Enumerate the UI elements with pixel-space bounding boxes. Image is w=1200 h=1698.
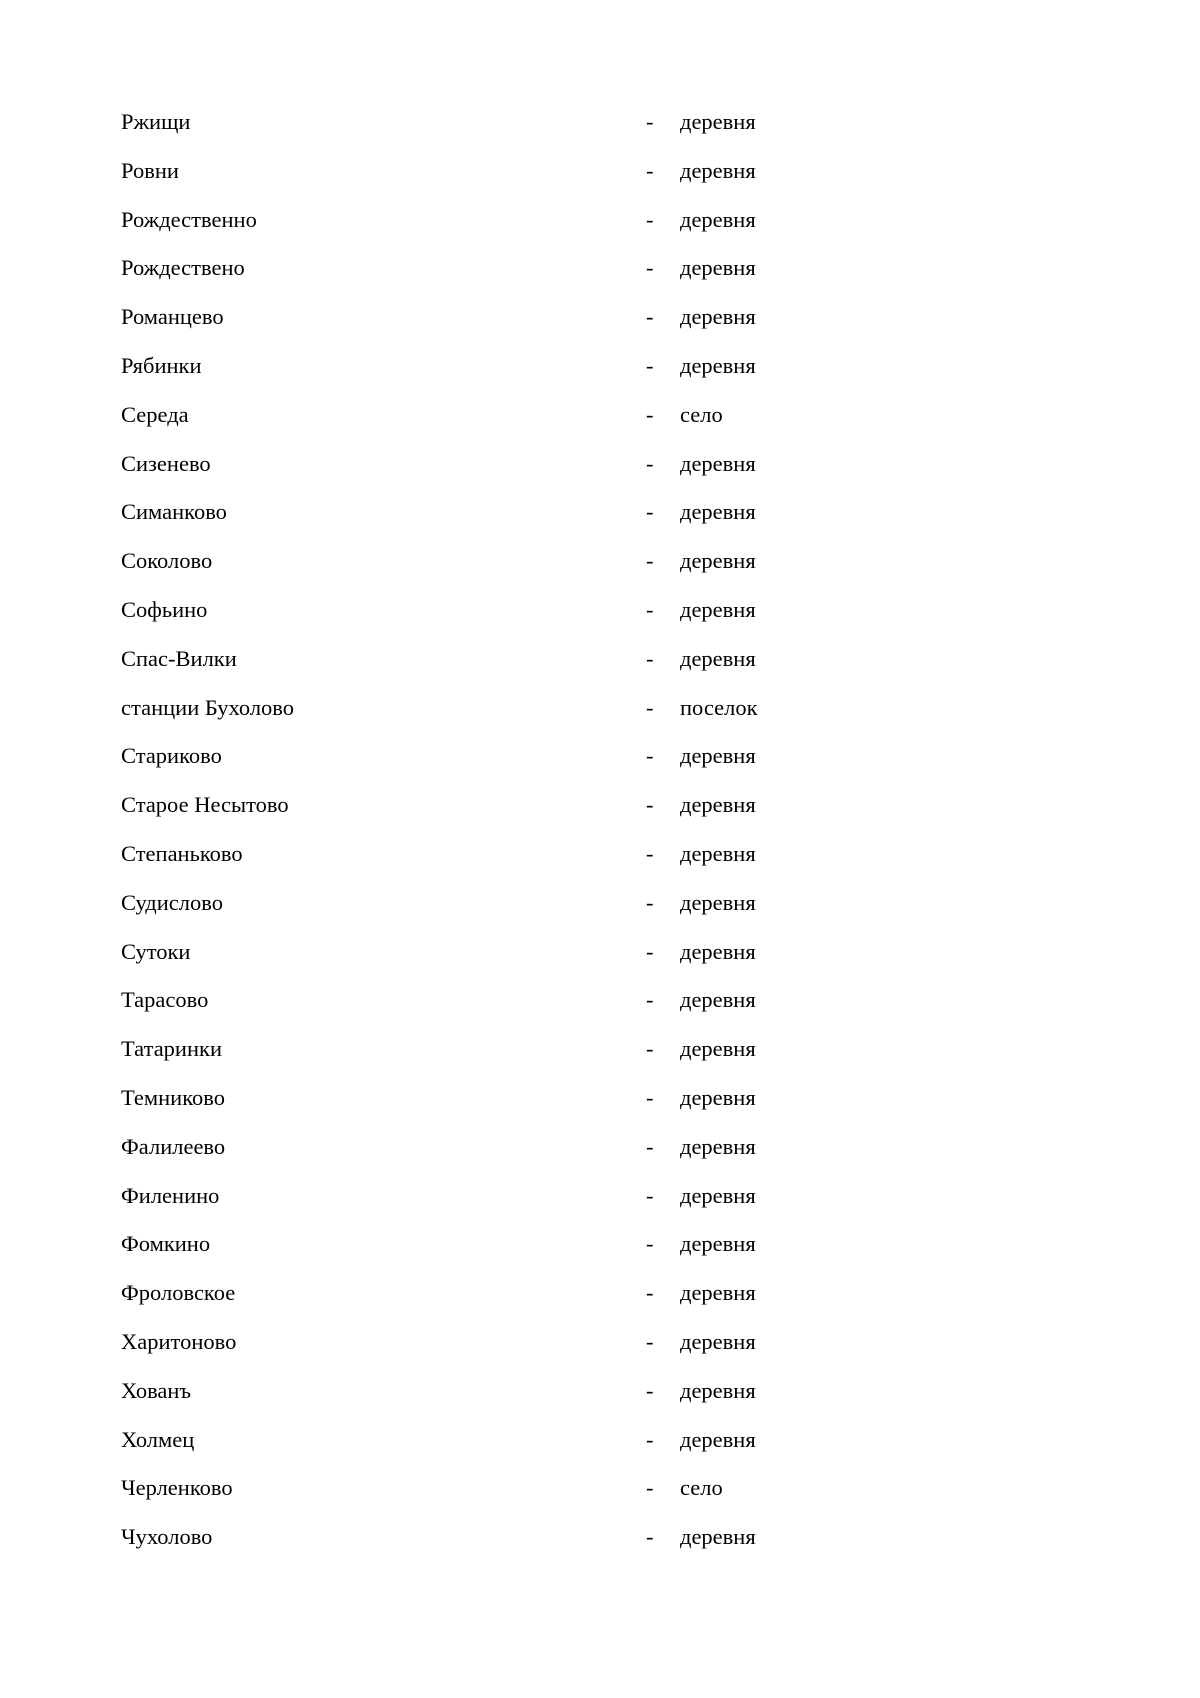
list-item <box>121 402 921 451</box>
settlement-type: деревня <box>680 1524 756 1550</box>
separator-dash: - <box>646 694 654 720</box>
settlement-type: деревня <box>680 743 756 769</box>
settlement-type: поселок <box>680 694 758 720</box>
settlement-type: деревня <box>680 157 756 183</box>
separator-dash: - <box>646 938 654 964</box>
settlement-name: Татаринки <box>121 1036 222 1062</box>
settlement-name: Симанково <box>121 499 227 525</box>
list-item <box>121 597 921 646</box>
separator-dash: - <box>646 1524 654 1550</box>
settlement-type: деревня <box>680 889 756 915</box>
settlement-type: деревня <box>680 499 756 525</box>
list-item <box>121 890 921 939</box>
list-item <box>121 1378 921 1427</box>
separator-dash: - <box>646 304 654 330</box>
settlement-type: деревня <box>680 352 756 378</box>
separator-dash: - <box>646 1426 654 1452</box>
separator-dash: - <box>646 792 654 818</box>
settlement-name: Степаньково <box>121 840 243 866</box>
list-item <box>121 158 921 207</box>
settlement-type: деревня <box>680 1133 756 1159</box>
list-item <box>121 499 921 548</box>
settlement-name: Сутоки <box>121 938 191 964</box>
settlement-type: деревня <box>680 255 756 281</box>
settlement-name: Рождествено <box>121 255 245 281</box>
list-item <box>121 207 921 256</box>
separator-dash: - <box>646 1475 654 1501</box>
list-item <box>121 1280 921 1329</box>
settlement-name: Судислово <box>121 889 223 915</box>
list-item <box>121 1085 921 1134</box>
separator-dash: - <box>646 1231 654 1257</box>
settlement-type: деревня <box>680 206 756 232</box>
separator-dash: - <box>646 499 654 525</box>
list-item <box>121 1036 921 1085</box>
list-item <box>121 1329 921 1378</box>
settlement-name: станции Бухолово <box>121 694 295 720</box>
settlement-type: деревня <box>680 1231 756 1257</box>
settlement-type: деревня <box>680 938 756 964</box>
settlement-type: деревня <box>680 1426 756 1452</box>
settlement-name: Чухолово <box>121 1524 213 1550</box>
settlement-name: Софьино <box>121 596 208 622</box>
settlement-name: Ржищи <box>121 109 191 134</box>
settlement-name: Старое Несытово <box>121 792 289 818</box>
separator-dash: - <box>646 889 654 915</box>
settlement-type: деревня <box>680 450 756 476</box>
list-item <box>121 1134 921 1183</box>
list-item <box>121 792 921 841</box>
separator-dash: - <box>646 743 654 769</box>
list-item <box>121 1183 921 1232</box>
settlement-type: деревня <box>680 1182 756 1208</box>
settlement-name: Романцево <box>121 304 224 330</box>
settlement-name: Хованъ <box>121 1377 192 1403</box>
settlement-type: деревня <box>680 840 756 866</box>
settlement-type: деревня <box>680 792 756 818</box>
separator-dash: - <box>646 548 654 574</box>
settlement-type: деревня <box>680 109 756 134</box>
separator-dash: - <box>646 840 654 866</box>
list-item <box>121 1427 921 1476</box>
list-item <box>121 646 921 695</box>
settlement-name: Фомкино <box>121 1231 211 1257</box>
separator-dash: - <box>646 450 654 476</box>
list-item <box>121 939 921 988</box>
settlement-name: Рождественно <box>121 206 257 232</box>
settlement-type: деревня <box>680 596 756 622</box>
separator-dash: - <box>646 255 654 281</box>
settlement-type: село <box>680 401 723 427</box>
settlement-name: Рябинки <box>121 352 202 378</box>
list-item <box>121 1524 921 1573</box>
settlement-name: Тарасово <box>121 987 209 1013</box>
separator-dash: - <box>646 1133 654 1159</box>
separator-dash: - <box>646 1377 654 1403</box>
settlement-type: деревня <box>680 987 756 1013</box>
settlement-name: Стариково <box>121 743 222 769</box>
list-item <box>121 255 921 304</box>
separator-dash: - <box>646 206 654 232</box>
settlement-name: Черленково <box>121 1475 233 1501</box>
list-item <box>121 353 921 402</box>
settlement-name: Спас-Вилки <box>121 645 237 671</box>
settlement-name: Холмец <box>121 1426 195 1452</box>
separator-dash: - <box>646 352 654 378</box>
settlement-name: Филенино <box>121 1182 220 1208</box>
settlement-type: деревня <box>680 548 756 574</box>
separator-dash: - <box>646 157 654 183</box>
settlement-name: Фроловское <box>121 1280 236 1306</box>
settlement-name: Сизенево <box>121 450 211 476</box>
settlement-type: деревня <box>680 645 756 671</box>
list-item <box>121 304 921 353</box>
list-item <box>121 695 921 744</box>
settlement-name: Темниково <box>121 1084 225 1110</box>
settlement-type: деревня <box>680 1280 756 1306</box>
settlement-type: деревня <box>680 1084 756 1110</box>
settlement-name: Соколово <box>121 548 213 574</box>
list-item <box>121 841 921 890</box>
separator-dash: - <box>646 1084 654 1110</box>
list-item <box>121 451 921 500</box>
settlement-name: Середа <box>121 401 189 427</box>
separator-dash: - <box>646 645 654 671</box>
list-item <box>121 987 921 1036</box>
settlement-type: деревня <box>680 1377 756 1403</box>
settlement-type: деревня <box>680 304 756 330</box>
separator-dash: - <box>646 109 654 134</box>
settlement-type: село <box>680 1475 723 1501</box>
list-item <box>121 548 921 597</box>
settlement-name: Харитоново <box>121 1328 237 1354</box>
separator-dash: - <box>646 596 654 622</box>
settlement-type: деревня <box>680 1328 756 1354</box>
settlement-name: Ровни <box>121 157 179 183</box>
separator-dash: - <box>646 401 654 427</box>
list-item <box>121 1475 921 1524</box>
list-item <box>121 109 921 158</box>
list-item <box>121 743 921 792</box>
settlement-list <box>121 109 921 1573</box>
separator-dash: - <box>646 1036 654 1062</box>
settlement-type: деревня <box>680 1036 756 1062</box>
separator-dash: - <box>646 1280 654 1306</box>
separator-dash: - <box>646 1328 654 1354</box>
separator-dash: - <box>646 987 654 1013</box>
separator-dash: - <box>646 1182 654 1208</box>
list-item <box>121 1231 921 1280</box>
settlement-name: Фалилеево <box>121 1133 226 1159</box>
